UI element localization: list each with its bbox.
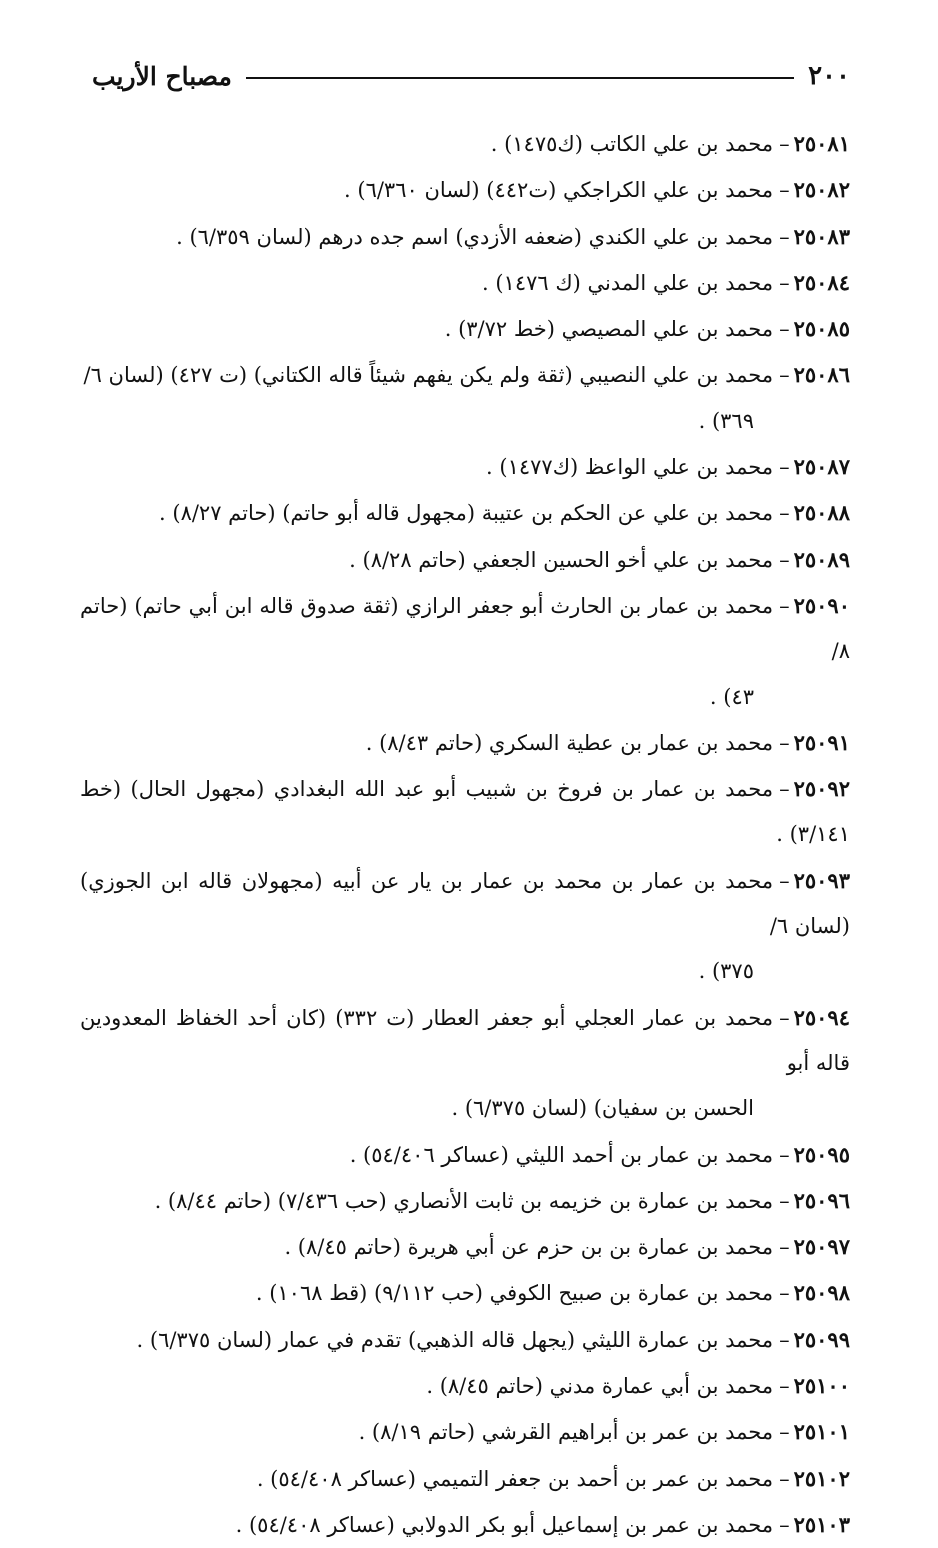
entry-continuation: ٤٣) . — [709, 684, 754, 709]
entry-separator: – — [779, 1420, 790, 1445]
header-rule — [246, 77, 794, 79]
entry-text: محمد بن علي أخو الحسين الجعفي (حاتم ٨/٢٨) . — [349, 547, 774, 572]
list-item — [80, 444, 850, 490]
entry-text: محمد بن عمار بن محمد بن عمار بن يار عن أبيه (مجهولان قاله ابن الجوزي) (لسان ٦/ — [80, 868, 850, 939]
entry-text: محمد بن علي النصيبي (ثقة ولم يكن يفهم شيئاً قاله الكتاني) (ت ٤٢٧) (لسان ٦/ — [83, 363, 774, 388]
entry-number: ٢٥٠٩٩ — [793, 1326, 850, 1352]
entry-text: محمد بن علي المدني (ك ١٤٧٦) . — [482, 270, 774, 295]
entry-text: محمد بن علي الكاتب (ك١٤٧٥) . — [490, 132, 774, 156]
entry-text: محمد بن عمر بن أحمد بن جعفر التميمي (عساكر ٥٤/٤٠٨) . — [256, 1466, 774, 1491]
entry-separator: – — [779, 132, 790, 156]
entry-number: ٢٥١٠١ — [793, 1419, 850, 1445]
entry-number: ٢٥٠٨٦ — [793, 362, 850, 388]
entry-separator: – — [779, 1188, 790, 1213]
entry-separator: – — [779, 455, 790, 480]
list-item — [80, 1132, 850, 1178]
entry-separator: – — [779, 1512, 790, 1537]
list-item — [80, 167, 850, 213]
entry-separator: – — [779, 730, 790, 755]
entry-separator: – — [779, 777, 790, 802]
entry-text: محمد بن عمر بن أبراهيم القرشي (حاتم ٨/١٩) . — [358, 1420, 774, 1445]
list-item — [80, 1502, 850, 1548]
entry-text: محمد بن علي المصيصي (خط ٣/٧٢) . — [444, 317, 774, 342]
entry-number: ٢٥٠٩٤ — [793, 1004, 850, 1030]
list-item — [80, 1224, 850, 1270]
entry-text: محمد بن علي عن الحكم بن عتيبة (مجهول قاله أبو حاتم) (حاتم ٨/٢٧) . — [159, 501, 774, 526]
entry-number: ٢٥٠٩٥ — [793, 1141, 850, 1167]
entry-separator: – — [779, 1281, 790, 1306]
entry-number: ٢٥٠٩١ — [793, 729, 850, 755]
list-item — [80, 583, 850, 720]
page-number: ٢٠٠ — [808, 61, 850, 91]
list-item — [80, 352, 850, 444]
list-item — [80, 720, 850, 766]
list-item — [80, 1456, 850, 1502]
entry-text: محمد بن علي الواعظ (ك١٤٧٧) . — [486, 455, 774, 480]
entry-number: ٢٥٠٨٣ — [793, 223, 850, 249]
entry-continuation: ٣٧٥) . — [698, 959, 754, 984]
entry-number: ٢٥٠٩٣ — [793, 867, 850, 893]
entry-separator: – — [779, 1142, 790, 1167]
entry-text: محمد بن عمر بن إسماعيل أبو بكر الدولابي (عساكر ٥٤/٤٠٨) . — [235, 1512, 774, 1537]
list-item — [80, 260, 850, 306]
entry-text: محمد بن أبي عمارة مدني (حاتم ٨/٤٥) . — [426, 1374, 774, 1399]
entry-list — [80, 121, 850, 1548]
entry-text: محمد بن عمارة بن صبيح الكوفي (حب ٩/١١٢) (قط ١٠٦٨) . — [255, 1281, 774, 1306]
page-header — [92, 58, 850, 94]
entry-separator: – — [779, 363, 790, 388]
entry-number: ٢٥٠٩٧ — [793, 1234, 850, 1260]
entry-text: محمد بن عمارة الليثي (يجهل قاله الذهبي) تقدم في عمار (لسان ٦/٣٧٥) . — [136, 1327, 774, 1352]
entry-continuation: ٣٦٩) . — [698, 408, 754, 433]
book-title: مصباح الأريب — [92, 61, 232, 91]
entry-number: ٢٥٠٩٦ — [793, 1187, 850, 1213]
entry-number: ٢٥٠٨٢ — [793, 177, 850, 203]
list-item — [80, 858, 850, 995]
entry-number: ٢٥٠٨٨ — [793, 500, 850, 526]
entry-text: محمد بن عمار العجلي أبو جعفر العطار (ت ٣٣٢) (كان أحد الخفاظ المعدودين قاله أبو — [80, 1005, 850, 1075]
list-item — [80, 995, 850, 1132]
list-item — [80, 1317, 850, 1363]
list-item — [80, 1178, 850, 1224]
entry-separator: – — [779, 501, 790, 526]
entry-text: محمد بن علي الكندي (ضعفه الأزدي) اسم جده درهم (لسان ٦/٣٥٩) . — [176, 224, 774, 249]
list-item — [80, 537, 850, 583]
list-item — [80, 1409, 850, 1455]
entry-text: محمد بن عمار بن فروخ بن شبيب أبو عبد الله البغدادي (مجهول الحال) (خط ٣/١٤١) . — [80, 777, 850, 847]
list-item — [80, 766, 850, 858]
entry-number: ٢٥٠٨١ — [793, 131, 850, 156]
entry-number: ٢٥٠٩٨ — [793, 1280, 850, 1306]
entry-text: محمد بن عمارة بن خزيمه بن ثابت الأنصاري (حب ٧/٤٣٦) (حاتم ٨/٤٤) . — [154, 1188, 774, 1213]
list-item — [80, 1363, 850, 1409]
entry-separator: – — [779, 178, 790, 203]
entry-separator: – — [779, 1374, 790, 1399]
entry-number: ٢٥١٠٠ — [793, 1373, 850, 1399]
entry-separator: – — [779, 547, 790, 572]
entry-separator: – — [779, 1327, 790, 1352]
list-item — [80, 121, 850, 167]
entry-number: ٢٥٠٨٥ — [793, 316, 850, 342]
entry-number: ٢٥١٠٢ — [793, 1465, 850, 1491]
entry-number: ٢٥٠٩٢ — [793, 776, 850, 802]
entry-separator: – — [779, 868, 790, 893]
entry-text: محمد بن عمار بن عطية السكري (حاتم ٨/٤٣) . — [365, 730, 774, 755]
list-item — [80, 214, 850, 260]
entry-separator: – — [779, 270, 790, 295]
entry-text: محمد بن عمار بن الحارث أبو جعفر الرازي (ثقة صدوق قاله ابن أبي حاتم) (حاتم ٨/ — [80, 593, 850, 664]
entry-separator: – — [779, 1005, 790, 1030]
entry-number: ٢٥٠٨٤ — [793, 269, 850, 295]
entry-number: ٢٥١٠٣ — [793, 1511, 850, 1537]
entry-number: ٢٥٠٨٩ — [793, 546, 850, 572]
entry-separator: – — [779, 1466, 790, 1491]
entry-text: محمد بن عمارة بن بن حزم عن أبي هريرة (حاتم ٨/٤٥) . — [284, 1235, 774, 1260]
entry-separator: – — [779, 1235, 790, 1260]
entry-number: ٢٥٠٨٧ — [793, 454, 850, 480]
entry-text: محمد بن عمار بن أحمد الليثي (عساكر ٥٤/٤٠٦) . — [349, 1142, 774, 1167]
entry-separator: – — [779, 317, 790, 342]
entry-text: محمد بن علي الكراجكي (ت٤٤٢) (لسان ٦/٣٦٠) . — [344, 178, 774, 203]
list-item — [80, 306, 850, 352]
entry-number: ٢٥٠٩٠ — [793, 592, 850, 618]
list-item — [80, 490, 850, 536]
entry-continuation: الحسن بن سفيان) (لسان ٦/٣٧٥) . — [451, 1096, 754, 1121]
entry-separator: – — [779, 593, 790, 618]
entry-separator: – — [779, 224, 790, 249]
list-item — [80, 1270, 850, 1316]
